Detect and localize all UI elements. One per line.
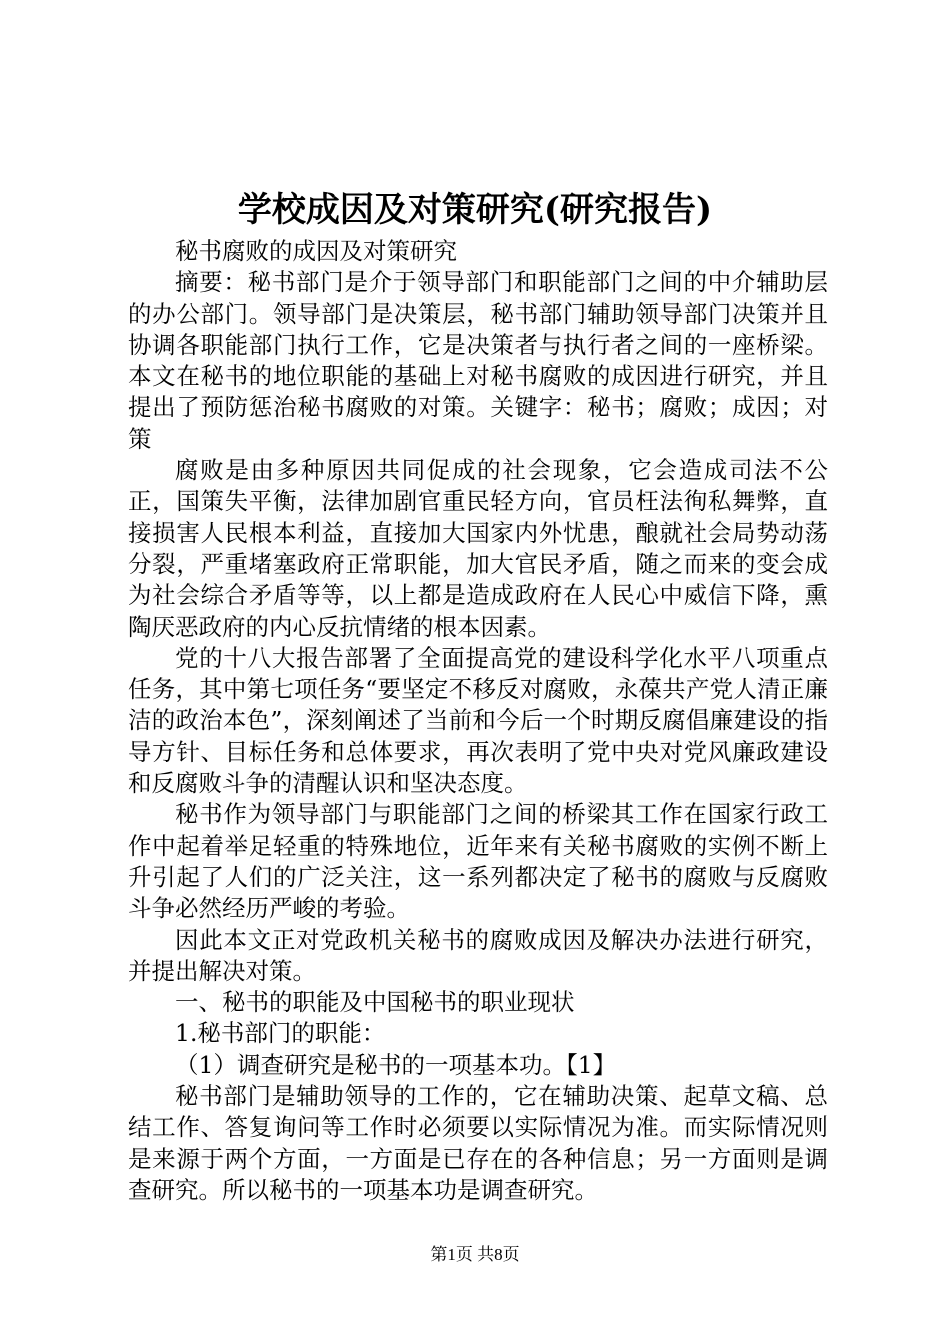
paragraph: 秘书作为领导部门与职能部门之间的桥梁其工作在国家行政工作中起着举足轻重的特殊地位，近年来有关秘书腐败的实例不断上升引起了人们的广泛关注，这一系列都决定了秘书的腐败与反腐败斗争必然经历严峻的考验。 — [128, 800, 828, 923]
paragraph: 秘书腐败的成因及对策研究 — [175, 237, 457, 265]
paragraph: 秘书部门是辅助领导的工作的，它在辅助决策、起草文稿、总结工作、答复询问等工作时必须要以实际情况为准。而实际情况则是来源于两个方面，一方面是已存在的各种信息；另一方面则是调查研究。所以秘书的一项基本功是调查研究。 — [128, 1082, 828, 1204]
subsection-heading: （1）调查研究是秘书的一项基本功。【1】 — [175, 1050, 617, 1079]
subsection-heading: 1.秘书部门的职能： — [175, 1019, 386, 1048]
paragraph: 党的十八大报告部署了全面提高党的建设科学化水平八项重点任务，其中第七项任务“要坚定不移反对腐败，永葆共产党人清正廉洁的政治本色”，深刻阐述了当前和今后一个时期反腐倡廉建设的指导方针、目标任务和总体要求，再次表明了党中央对党风廉政建设和反腐败斗争的清醒认识和坚决态度。 — [128, 643, 828, 798]
paragraph: 摘要：秘书部门是介于领导部门和职能部门之间的中介辅助层的办公部门。领导部门是决策层，秘书部门辅助领导部门决策并且协调各职能部门执行工作，它是决策者与执行者之间的一座桥梁。本文在秘书的地位职能的基础上对秘书腐败的成因进行研究，并且提出了预防惩治秘书腐败的对策。关键字：秘书；腐败；成因；对策 — [128, 268, 828, 453]
document-body — [128, 236, 828, 1206]
paragraph: 腐败是由多种原因共同促成的社会现象，它会造成司法不公正，国策失平衡，法律加剧官重民轻方向，官员枉法徇私舞弊，直接损害人民根本利益，直接加大国家内外忧患，酿就社会局势动荡分裂，严重堵塞政府正常职能，加大官民矛盾，随之而来的变会成为社会综合矛盾等等，以上都是造成政府在人民心中威信下降，熏陶厌恶政府的内心反抗情绪的根本因素。 — [128, 456, 828, 641]
document-title: 学校成因及对策研究(研究报告) — [237, 190, 713, 230]
paragraph: 因此本文正对党政机关秘书的腐败成因及解决办法进行研究，并提出解决对策。 — [128, 925, 828, 985]
page-footer: 第1页 共8页 — [430, 1245, 520, 1264]
section-heading: 一、秘书的职能及中国秘书的职业现状 — [175, 988, 575, 1017]
